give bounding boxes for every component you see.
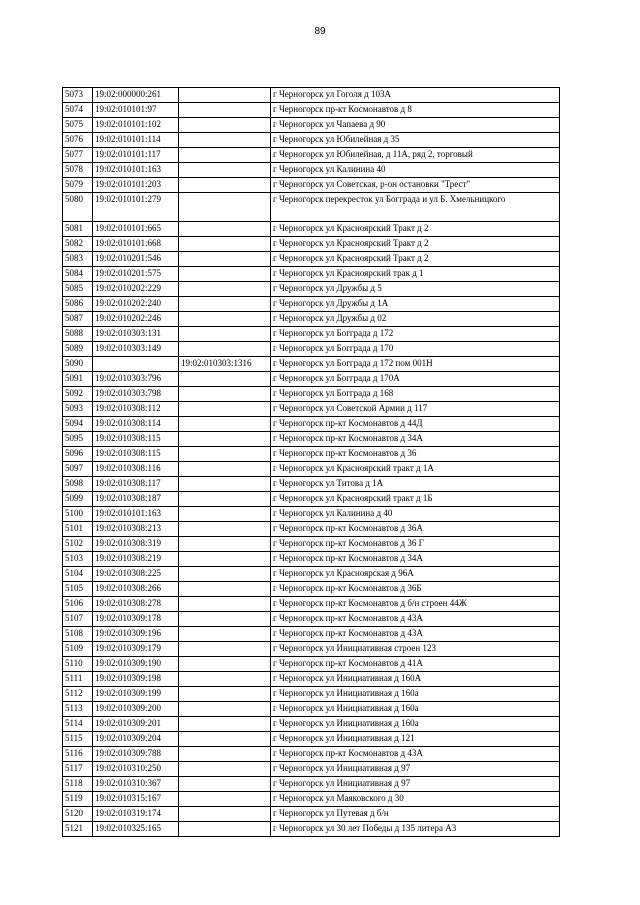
table-row [63,552,560,567]
row-number-cell: 5082 [63,237,93,252]
cadastral-number-2-cell [179,822,271,837]
address-cell: г Черногорск ул Калинина 40 [271,163,560,178]
cadastral-number-2-cell [179,237,271,252]
table-row [63,432,560,447]
cadastral-number-2-cell [179,462,271,477]
table-row [63,762,560,777]
row-number-cell: 5078 [63,163,93,178]
address-cell: г Черногорск ул Советская, р-он остановки "Трест" [271,178,560,193]
cadastral-number-cell: 19:02:010308:213 [93,522,179,537]
cadastral-number-cell: 19:02:010325:165 [93,822,179,837]
address-cell: г Черногорск пр-кт Космонавтов д 41А [271,657,560,672]
cadastral-number-cell: 19:02:010309:178 [93,612,179,627]
table-row [63,222,560,237]
cadastral-number-cell: 19:02:010202:240 [93,297,179,312]
cadastral-number-cell: 19:02:010310:367 [93,777,179,792]
row-number-cell: 5095 [63,432,93,447]
cadastral-number-2-cell [179,582,271,597]
row-number-cell: 5117 [63,762,93,777]
cadastral-number-cell: 19:02:010101:97 [93,103,179,118]
address-cell: г Черногорск ул Красноярский Тракт д 2 [271,222,560,237]
cadastral-number-cell: 19:02:010201:575 [93,267,179,282]
address-cell: г Черногорск ул Красноярский Тракт д 2 [271,252,560,267]
table-row [63,717,560,732]
address-cell: г Черногорск ул Богграда д 170 [271,342,560,357]
table-row [63,492,560,507]
row-number-cell: 5090 [63,357,93,372]
row-number-cell: 5105 [63,582,93,597]
cadastral-number-cell: 19:02:010308:116 [93,462,179,477]
row-number-cell: 5110 [63,657,93,672]
address-cell: г Черногорск ул Дружбы д 1А [271,297,560,312]
cadastral-number-2-cell [179,627,271,642]
table-row [63,193,560,222]
address-cell: г Черногорск ул Красноярский тракт д 1Б [271,492,560,507]
cadastral-number-cell: 19:02:010202:229 [93,282,179,297]
cadastral-number-2-cell [179,118,271,133]
cadastral-number-2-cell [179,133,271,148]
cadastral-number-2-cell [179,567,271,582]
cadastral-number-2-cell [179,792,271,807]
cadastral-number-2-cell [179,507,271,522]
address-cell: г Черногорск пр-кт Космонавтов д 43А [271,747,560,762]
row-number-cell: 5115 [63,732,93,747]
cadastral-number-cell: 19:02:010308:266 [93,582,179,597]
table-row [63,747,560,762]
cadastral-number-2-cell [179,163,271,178]
cadastral-number-2-cell [179,717,271,732]
cadastral-number-cell: 19:02:010101:102 [93,118,179,133]
address-cell: г Черногорск ул Красноярский трак д 1 [271,267,560,282]
cadastral-number-2-cell [179,282,271,297]
table-row [63,732,560,747]
address-cell: г Черногорск ул Путевая д б/н [271,807,560,822]
cadastral-number-cell: 19:02:010308:112 [93,402,179,417]
row-number-cell: 5091 [63,372,93,387]
table-row [63,342,560,357]
address-cell: г Черногорск ул Богграда д 170А [271,372,560,387]
register-table-body [63,88,560,837]
cadastral-number-2-cell [179,687,271,702]
cadastral-number-cell: 19:02:010308:278 [93,597,179,612]
address-cell: г Черногорск ул Юбилейная, д 11А, ряд 2, торговый [271,148,560,163]
cadastral-number-cell: 19:02:010309:199 [93,687,179,702]
row-number-cell: 5116 [63,747,93,762]
cadastral-number-2-cell [179,297,271,312]
row-number-cell: 5094 [63,417,93,432]
row-number-cell: 5112 [63,687,93,702]
row-number-cell: 5081 [63,222,93,237]
cadastral-number-cell: 19:02:010101:163 [93,507,179,522]
cadastral-number-cell: 19:02:010308:219 [93,552,179,567]
row-number-cell: 5073 [63,88,93,103]
table-row [63,282,560,297]
cadastral-number-2-cell [179,88,271,103]
row-number-cell: 5089 [63,342,93,357]
address-cell: г Черногорск пр-кт Космонавтов д 43А [271,627,560,642]
row-number-cell: 5104 [63,567,93,582]
cadastral-number-2-cell [179,552,271,567]
row-number-cell: 5079 [63,178,93,193]
cadastral-number-2-cell [179,103,271,118]
table-row [63,252,560,267]
cadastral-number-cell: 19:02:010101:668 [93,237,179,252]
cadastral-number-cell: 19:02:010319:174 [93,807,179,822]
cadastral-number-2-cell [179,252,271,267]
cadastral-number-cell: 19:02:010101:114 [93,133,179,148]
table-row [63,522,560,537]
table-row [63,702,560,717]
cadastral-number-cell: 19:02:010308:114 [93,417,179,432]
row-number-cell: 5101 [63,522,93,537]
page-number: 89 [314,26,326,37]
cadastral-number-2-cell [179,402,271,417]
row-number-cell: 5111 [63,672,93,687]
cadastral-number-2-cell [179,327,271,342]
row-number-cell: 5080 [63,193,93,222]
cadastral-number-2-cell [179,222,271,237]
cadastral-number-2-cell [179,657,271,672]
table-row [63,567,560,582]
cadastral-number-2-cell [179,342,271,357]
cadastral-number-2-cell [179,387,271,402]
address-cell: г Черногорск ул Дружбы д 02 [271,312,560,327]
address-cell: г Черногорск пр-кт Космонавтов д 43А [271,612,560,627]
cadastral-number-2-cell [179,777,271,792]
address-cell: г Черногорск ул Инициативная д 160а [271,717,560,732]
address-cell: г Черногорск ул Инициативная д 97 [271,777,560,792]
table-row [63,627,560,642]
cadastral-number-2-cell [179,492,271,507]
row-number-cell: 5093 [63,402,93,417]
address-cell: г Черногорск пр-кт Космонавтов д 36 [271,447,560,462]
row-number-cell: 5120 [63,807,93,822]
table-row [63,312,560,327]
row-number-cell: 5107 [63,612,93,627]
address-cell: г Черногорск ул Юбилейная д 35 [271,133,560,148]
cadastral-number-cell: 19:02:010310:250 [93,762,179,777]
cadastral-number-2-cell [179,477,271,492]
address-cell: г Черногорск ул Инициативная д 160а [271,687,560,702]
table-row [63,612,560,627]
cadastral-number-cell: 19:02:010101:203 [93,178,179,193]
table-row [63,507,560,522]
cadastral-number-2-cell [179,432,271,447]
address-cell: г Черногорск ул Советской Армии д 117 [271,402,560,417]
table-row [63,148,560,163]
row-number-cell: 5087 [63,312,93,327]
table-row [63,417,560,432]
address-cell: г Черногорск пр-кт Космонавтов д 34А [271,552,560,567]
cadastral-number-cell: 19:02:000000:261 [93,88,179,103]
row-number-cell: 5106 [63,597,93,612]
table-row [63,672,560,687]
address-cell: г Черногорск ул Инициативная строен 123 [271,642,560,657]
cadastral-number-2-cell [179,447,271,462]
table-row [63,372,560,387]
cadastral-number-cell: 19:02:010303:149 [93,342,179,357]
row-number-cell: 5119 [63,792,93,807]
row-number-cell: 5084 [63,267,93,282]
cadastral-number-cell: 19:02:010202:246 [93,312,179,327]
table-row [63,537,560,552]
cadastral-number-cell: 19:02:010308:115 [93,447,179,462]
row-number-cell: 5113 [63,702,93,717]
cadastral-number-2-cell [179,417,271,432]
cadastral-number-2-cell [179,747,271,762]
cadastral-number-cell: 19:02:010303:796 [93,372,179,387]
address-cell: г Черногорск ул Красноярский Тракт д 2 [271,237,560,252]
table-row [63,297,560,312]
row-number-cell: 5098 [63,477,93,492]
address-cell: г Черногорск перекресток ул Богграда и ул Б. Хмельницкого [271,193,560,222]
cadastral-number-2-cell [179,372,271,387]
cadastral-number-cell: 19:02:010309:190 [93,657,179,672]
row-number-cell: 5088 [63,327,93,342]
address-cell: г Черногорск ул Чапаева д 90 [271,118,560,133]
row-number-cell: 5099 [63,492,93,507]
cadastral-number-2-cell [179,762,271,777]
address-cell: г Черногорск ул Калинина д 40 [271,507,560,522]
cadastral-number-2-cell [179,148,271,163]
table-row [63,103,560,118]
row-number-cell: 5077 [63,148,93,163]
cadastral-number-cell: 19:02:010303:131 [93,327,179,342]
cadastral-number-2-cell [179,672,271,687]
address-cell: г Черногорск пр-кт Космонавтов д 34А [271,432,560,447]
address-cell: г Черногорск пр-кт Космонавтов д 36Б [271,582,560,597]
row-number-cell: 5109 [63,642,93,657]
row-number-cell: 5102 [63,537,93,552]
table-row [63,657,560,672]
cadastral-number-2-cell [179,612,271,627]
table-row [63,88,560,103]
row-number-cell: 5103 [63,552,93,567]
cadastral-number-cell: 19:02:010309:198 [93,672,179,687]
cadastral-number-2-cell [179,732,271,747]
cadastral-number-cell: 19:02:010309:179 [93,642,179,657]
cadastral-number-cell: 19:02:010308:187 [93,492,179,507]
table-row [63,582,560,597]
table-row [63,237,560,252]
register-table [62,87,560,837]
cadastral-number-2-cell [179,807,271,822]
table-row [63,387,560,402]
row-number-cell: 5097 [63,462,93,477]
cadastral-number-2-cell [179,597,271,612]
address-cell: г Черногорск ул Маяковского д 30 [271,792,560,807]
cadastral-number-cell [93,357,179,372]
cadastral-number-2-cell [179,312,271,327]
address-cell: г Черногорск ул Инициативная д 97 [271,762,560,777]
address-cell: г Черногорск ул Богграда д 172 [271,327,560,342]
row-number-cell: 5092 [63,387,93,402]
cadastral-number-cell: 19:02:010101:279 [93,193,179,222]
table-row [63,777,560,792]
table-row [63,267,560,282]
address-cell: г Черногорск пр-кт Космонавтов д 44Д [271,417,560,432]
address-cell: г Черногорск пр-кт Космонавтов д 8 [271,103,560,118]
table-row [63,178,560,193]
address-cell: г Черногорск ул Красноярский тракт д 1А [271,462,560,477]
cadastral-number-2-cell: 19:02:010303:1316 [179,357,271,372]
row-number-cell: 5074 [63,103,93,118]
table-row [63,118,560,133]
cadastral-number-cell: 19:02:010308:115 [93,432,179,447]
address-cell: г Черногорск ул Красноярская д 96А [271,567,560,582]
address-cell: г Черногорск ул Богграда д 168 [271,387,560,402]
cadastral-number-cell: 19:02:010308:319 [93,537,179,552]
row-number-cell: 5096 [63,447,93,462]
address-cell: г Черногорск пр-кт Космонавтов д 36 Г [271,537,560,552]
cadastral-number-cell: 19:02:010315:167 [93,792,179,807]
address-cell: г Черногорск ул Титова д 1А [271,477,560,492]
cadastral-number-cell: 19:02:010101:163 [93,163,179,178]
cadastral-number-2-cell [179,178,271,193]
row-number-cell: 5083 [63,252,93,267]
address-cell: г Черногорск пр-кт Космонавтов д б/н строен 44Ж [271,597,560,612]
cadastral-number-cell: 19:02:010308:225 [93,567,179,582]
cadastral-number-cell: 19:02:010309:788 [93,747,179,762]
table-row [63,133,560,148]
cadastral-number-cell: 19:02:010101:665 [93,222,179,237]
cadastral-number-cell: 19:02:010308:117 [93,477,179,492]
table-row [63,402,560,417]
cadastral-number-2-cell [179,702,271,717]
row-number-cell: 5076 [63,133,93,148]
address-cell: г Черногорск ул Инициативная д 160А [271,672,560,687]
address-cell: г Черногорск ул Дружбы д 5 [271,282,560,297]
cadastral-number-cell: 19:02:010303:798 [93,387,179,402]
address-cell: г Черногорск ул Инициативная д 121 [271,732,560,747]
address-cell: г Черногорск ул Гоголя д 103А [271,88,560,103]
address-cell: г Черногорск ул Инициативная д 160а [271,702,560,717]
table-row [63,792,560,807]
row-number-cell: 5114 [63,717,93,732]
table-row [63,357,560,372]
row-number-cell: 5108 [63,627,93,642]
table-row [63,462,560,477]
row-number-cell: 5100 [63,507,93,522]
cadastral-number-2-cell [179,267,271,282]
address-cell: г Черногорск ул Богграда д 172 пом 001Н [271,357,560,372]
table-row [63,327,560,342]
row-number-cell: 5086 [63,297,93,312]
table-row [63,477,560,492]
table-row [63,597,560,612]
table-row [63,807,560,822]
cadastral-number-cell: 19:02:010309:201 [93,717,179,732]
row-number-cell: 5118 [63,777,93,792]
cadastral-number-2-cell [179,522,271,537]
address-cell: г Черногорск ул 30 лет Победы д 135 литера А3 [271,822,560,837]
cadastral-number-cell: 19:02:010309:196 [93,627,179,642]
row-number-cell: 5075 [63,118,93,133]
cadastral-number-2-cell [179,537,271,552]
table-row [63,687,560,702]
table-row [63,163,560,178]
cadastral-number-cell: 19:02:010101:117 [93,148,179,163]
cadastral-number-cell: 19:02:010309:204 [93,732,179,747]
cadastral-number-cell: 19:02:010309:200 [93,702,179,717]
table-row [63,822,560,837]
cadastral-number-2-cell [179,642,271,657]
row-number-cell: 5085 [63,282,93,297]
cadastral-number-2-cell [179,193,271,222]
table-row [63,447,560,462]
table-row [63,642,560,657]
row-number-cell: 5121 [63,822,93,837]
address-cell: г Черногорск пр-кт Космонавтов д 36А [271,522,560,537]
cadastral-number-cell: 19:02:010201:546 [93,252,179,267]
